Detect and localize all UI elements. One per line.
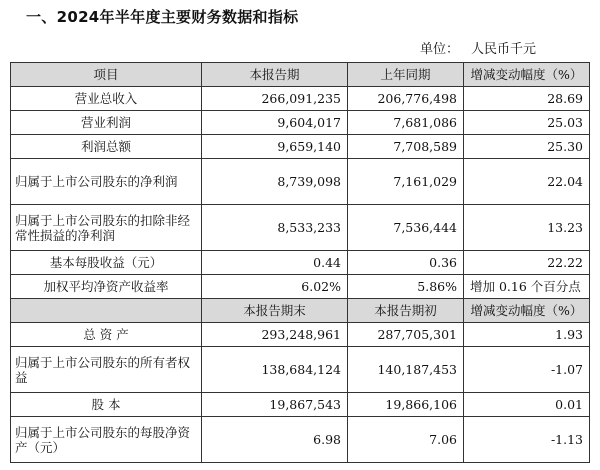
prior-value: 7.06	[348, 417, 464, 463]
current-value: 8,739,098	[202, 159, 348, 205]
header-current-period: 本报告期	[202, 63, 348, 87]
current-value: 19,867,543	[202, 393, 348, 417]
current-value: 6.02%	[202, 275, 348, 299]
row-label: 营业利润	[11, 111, 202, 135]
change-value: 25.30	[464, 135, 590, 159]
change-value: 0.01	[464, 393, 590, 417]
row-label: 归属于上市公司股东的所有者权益	[11, 347, 202, 393]
prior-value: 0.36	[348, 251, 464, 275]
current-value: 266,091,235	[202, 87, 348, 111]
row-label: 利润总额	[11, 135, 202, 159]
header-period-end: 本报告期末	[202, 299, 348, 323]
prior-value: 140,187,453	[348, 347, 464, 393]
row-label: 营业总收入	[11, 87, 202, 111]
current-value: 0.44	[202, 251, 348, 275]
table-row	[11, 135, 590, 159]
header-period-start: 本报告期初	[348, 299, 464, 323]
unit-note	[420, 38, 536, 57]
table-row	[11, 323, 590, 347]
row-label: 股 本	[11, 393, 202, 417]
table-row	[11, 275, 590, 299]
header-blank	[11, 299, 202, 323]
prior-value: 287,705,301	[348, 323, 464, 347]
prior-value: 7,708,589	[348, 135, 464, 159]
table-row	[11, 393, 590, 417]
financial-data-table	[10, 62, 590, 463]
header-change: 增减变动幅度（%）	[464, 299, 590, 323]
prior-value: 7,536,444	[348, 205, 464, 251]
table-row	[11, 347, 590, 393]
current-value: 6.98	[202, 417, 348, 463]
row-label: 归属于上市公司股东的净利润	[11, 159, 202, 205]
change-value: 25.03	[464, 111, 590, 135]
prior-value: 7,681,086	[348, 111, 464, 135]
table-row	[11, 87, 590, 111]
unit-value: 人民币千元	[471, 42, 537, 57]
header-prior-period: 上年同期	[348, 63, 464, 87]
row-label: 总 资 产	[11, 323, 202, 347]
table-row	[11, 251, 590, 275]
change-value: 22.22	[464, 251, 590, 275]
header-item: 项目	[11, 63, 202, 87]
prior-value: 19,866,106	[348, 393, 464, 417]
change-value: -1.07	[464, 347, 590, 393]
table-header-row	[11, 63, 590, 87]
current-value: 293,248,961	[202, 323, 348, 347]
change-value: 13.23	[464, 205, 590, 251]
current-value: 9,604,017	[202, 111, 348, 135]
change-value: -1.13	[464, 417, 590, 463]
change-value: 22.04	[464, 159, 590, 205]
table-row	[11, 417, 590, 463]
header-change: 增减变动幅度（%）	[464, 63, 590, 87]
current-value: 8,533,233	[202, 205, 348, 251]
row-label: 归属于上市公司股东的每股净资产（元）	[11, 417, 202, 463]
table-row	[11, 205, 590, 251]
prior-value: 206,776,498	[348, 87, 464, 111]
table-row	[11, 159, 590, 205]
row-label: 加权平均净资产收益率	[11, 275, 202, 299]
row-label: 基本每股收益（元）	[11, 251, 202, 275]
table-row	[11, 111, 590, 135]
unit-label: 单位：	[420, 42, 460, 57]
change-value: 增加 0.16 个百分点	[464, 275, 590, 299]
table-subheader-row	[11, 299, 590, 323]
section-title: 一、2024年半年度主要财务数据和指标	[26, 8, 299, 26]
prior-value: 5.86%	[348, 275, 464, 299]
prior-value: 7,161,029	[348, 159, 464, 205]
change-value: 1.93	[464, 323, 590, 347]
row-label: 归属于上市公司股东的扣除非经常性损益的净利润	[11, 205, 202, 251]
change-value: 28.69	[464, 87, 590, 111]
current-value: 9,659,140	[202, 135, 348, 159]
current-value: 138,684,124	[202, 347, 348, 393]
